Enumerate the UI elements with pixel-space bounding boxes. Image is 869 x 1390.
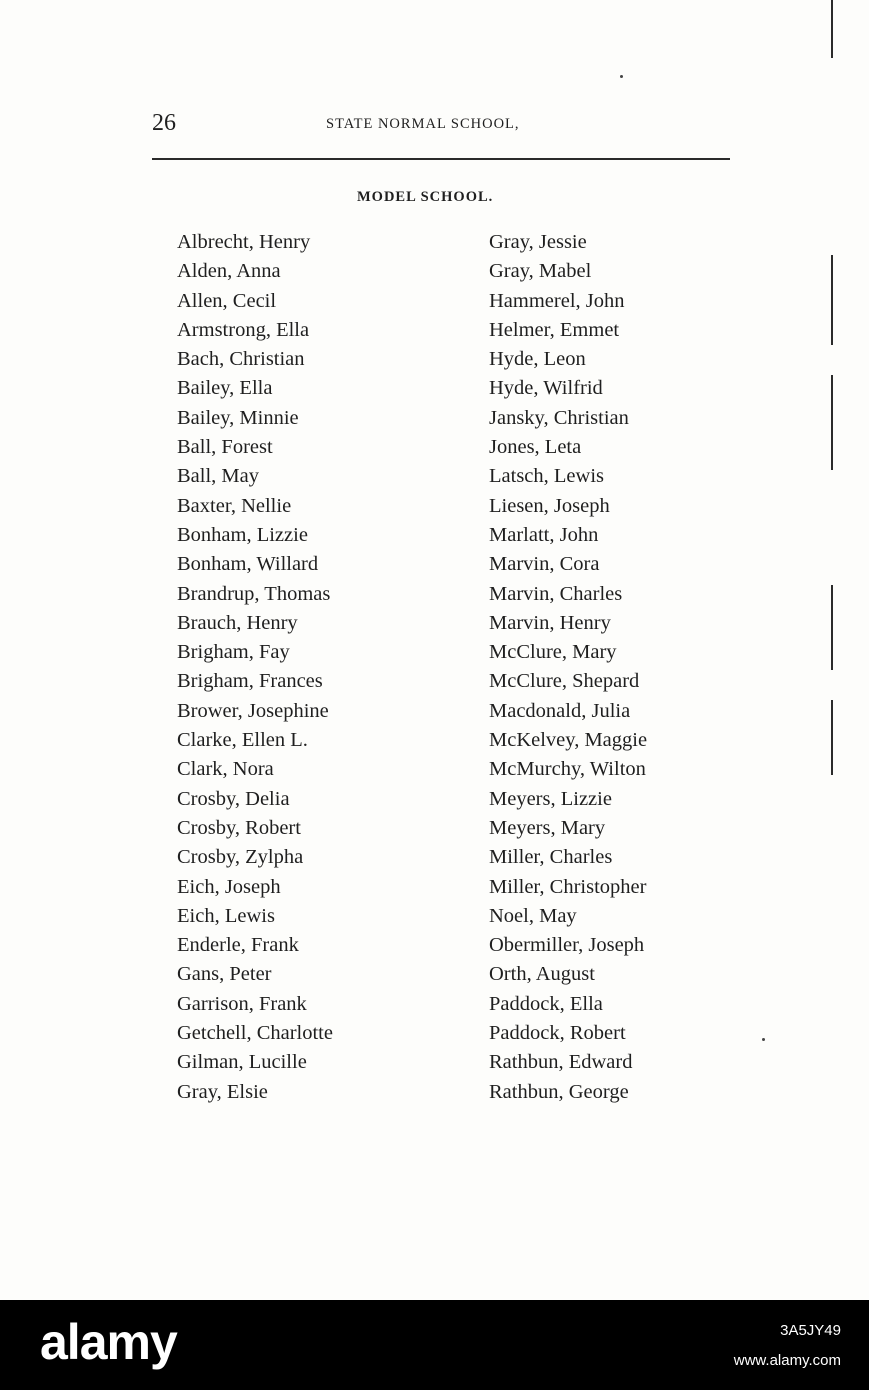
name-entry: Miller, Charles [489, 846, 613, 869]
name-entry: Helmer, Emmet [489, 318, 620, 341]
name-entry: Rathbun, Edward [489, 1051, 633, 1074]
ink-speck [762, 1038, 765, 1041]
name-entry: Jansky, Christian [489, 406, 629, 429]
name-entry: Bonham, Willard [177, 553, 319, 576]
name-entry: Bailey, Minnie [177, 406, 299, 429]
name-entry: Obermiller, Joseph [489, 934, 645, 957]
name-entry: Clark, Nora [177, 758, 274, 781]
name-entry: Hyde, Leon [489, 348, 586, 371]
section-title: MODEL SCHOOL. [357, 189, 494, 205]
name-entry: Hammerel, John [489, 289, 625, 312]
name-entry: Marlatt, John [489, 523, 599, 546]
running-head: STATE NORMAL SCHOOL, [326, 116, 520, 132]
name-entry: Latsch, Lewis [489, 465, 604, 488]
name-entry: Alden, Anna [177, 260, 281, 283]
name-entry: Bach, Christian [177, 348, 305, 371]
ink-speck [620, 75, 623, 78]
name-entry: Paddock, Robert [489, 1022, 626, 1045]
name-entry: Brower, Josephine [177, 699, 329, 722]
name-entry: Gray, Mabel [489, 260, 592, 283]
name-entry: Rathbun, George [489, 1080, 629, 1103]
name-entry: Bailey, Ella [177, 377, 273, 400]
name-entry: Eich, Joseph [177, 875, 281, 898]
name-entry: Marvin, Cora [489, 553, 600, 576]
name-entry: Allen, Cecil [177, 289, 277, 312]
name-entry: McClure, Shepard [489, 670, 640, 693]
name-entry: Hyde, Wilfrid [489, 377, 603, 400]
name-entry: Crosby, Robert [177, 816, 301, 839]
name-entry: Garrison, Frank [177, 992, 307, 1015]
name-entry: Ball, May [177, 465, 259, 488]
name-entry: Eich, Lewis [177, 904, 275, 927]
name-entry: Meyers, Lizzie [489, 787, 612, 810]
name-entry: Brigham, Frances [177, 670, 323, 693]
name-entry: Gray, Jessie [489, 231, 587, 253]
names-column-left [177, 228, 333, 1107]
names-column-right [489, 228, 647, 1107]
name-entry: Getchell, Charlotte [177, 1022, 333, 1045]
name-entry: Marvin, Henry [489, 611, 611, 634]
name-entry: Meyers, Mary [489, 816, 606, 839]
name-entry: Crosby, Zylpha [177, 846, 304, 869]
name-entry: Paddock, Ella [489, 992, 603, 1015]
name-entry: McKelvey, Maggie [489, 729, 648, 752]
name-entry: Crosby, Delia [177, 787, 290, 810]
name-entry: Baxter, Nellie [177, 494, 292, 517]
name-entry: Ball, Forest [177, 436, 273, 459]
name-entry: Liesen, Joseph [489, 494, 610, 517]
page-number: 26 [152, 110, 176, 136]
image-id: 3A5JY49 [780, 1322, 841, 1339]
name-entry: Marvin, Charles [489, 582, 623, 605]
header-rule [152, 158, 730, 160]
watermark-url: www.alamy.com [733, 1352, 841, 1369]
name-entry: Enderle, Frank [177, 934, 299, 957]
alamy-logo: alamy [40, 1314, 177, 1370]
page-edge-marks [831, 0, 834, 1300]
name-entry: Gilman, Lucille [177, 1051, 307, 1074]
name-entry: Macdonald, Julia [489, 699, 631, 722]
name-entry: Gans, Peter [177, 963, 272, 986]
name-entry: Jones, Leta [489, 436, 582, 459]
name-entry: Orth, August [489, 963, 595, 986]
name-entry: Gray, Elsie [177, 1080, 268, 1103]
name-entry: Armstrong, Ella [177, 318, 310, 341]
name-entry: Noel, May [489, 904, 577, 927]
name-entry: McMurchy, Wilton [489, 758, 646, 781]
name-entry: Bonham, Lizzie [177, 523, 308, 546]
name-entry: Brauch, Henry [177, 611, 298, 634]
name-entry: Brigham, Fay [177, 641, 290, 664]
name-entry: Miller, Christopher [489, 875, 647, 898]
name-entry: Clarke, Ellen L. [177, 729, 308, 752]
name-entry: Albrecht, Henry [177, 231, 311, 253]
name-entry: Brandrup, Thomas [177, 582, 331, 605]
name-entry: McClure, Mary [489, 641, 617, 664]
